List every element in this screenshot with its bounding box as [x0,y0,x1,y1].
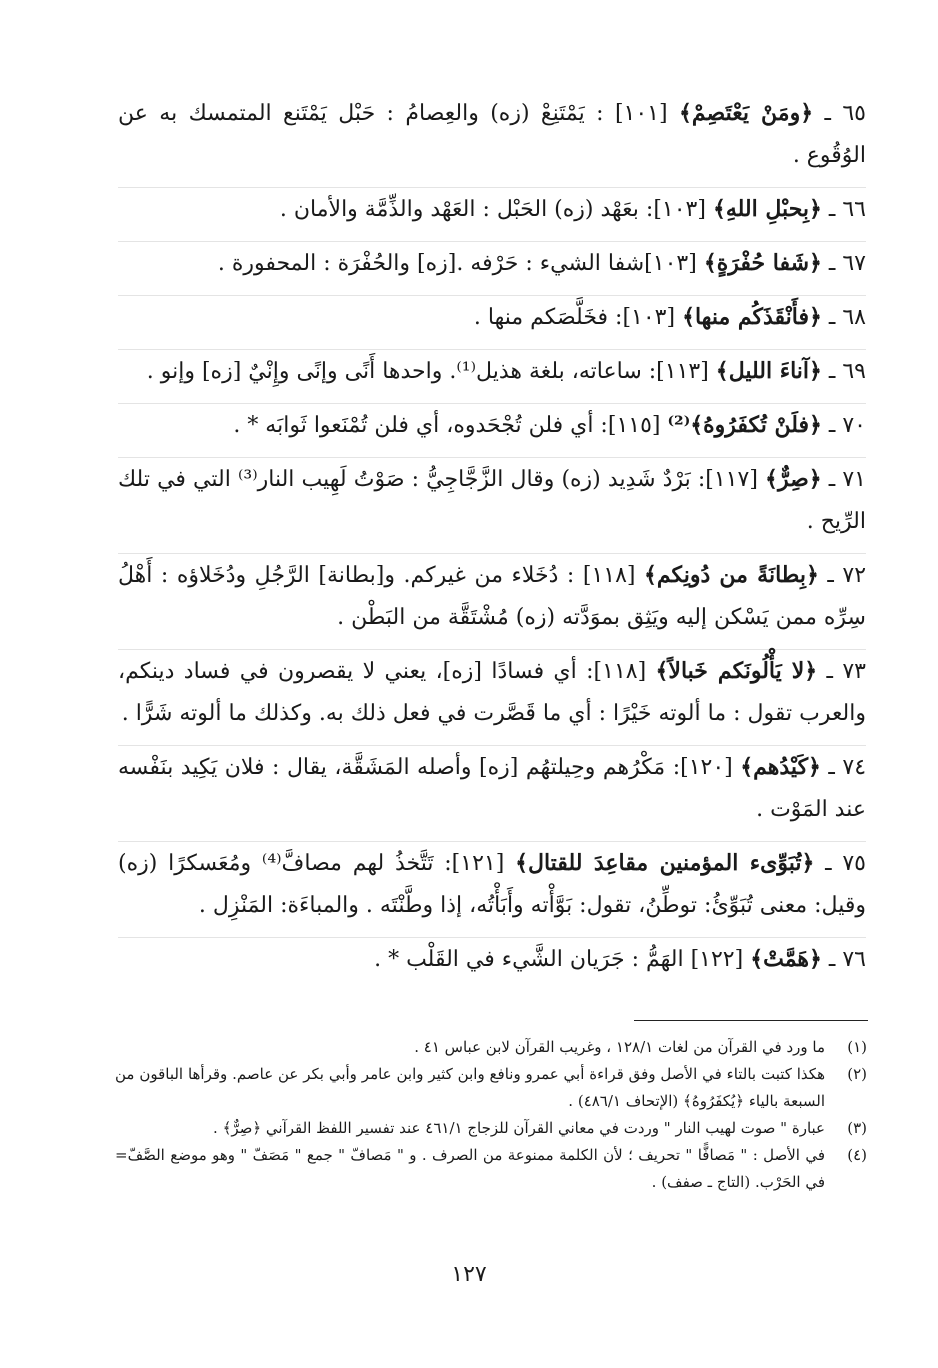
entry: ٦٦ ـ ﴿بِحبْلِ اللهِ﴾ [١٠٣]: بعَهْد (زه) الحَبْل : العَهْد والذِّمَّة والأمان . [118,187,866,231]
entry-number: ٧١ [842,467,866,492]
entry-text: [١٢١]: تَتَّخذُ لهم مصافَّ⁽⁴⁾ ومُعَسكرًا (زه) وقيل: معنى تُبَوِّئُ: توطِّنُ، تقول: بَوَّأْته وأَبَأْتُه، إذا وطَّنْتَه . والمباءَة: المَنْزِل . [118,851,866,918]
entry-text: [١١٨]: أي فسادًا [زه]، يعني لا يقصرون في فساد دينكم، والعرب تقول : ما ألوته خَيْرًا : أي ما قَصَّرت في فعل ذلك به. وكذلك ما ألوته شَرًّا . [118,659,866,726]
footnote-text: هكذا كتبت بالتاء في الأصل وفق قراءة أبي عمرو ونافع وابن كثير وابن عامر وأبي بكر عن عاصم. وقرأها الباقون من السبعة بالياء ﴿يُكفَرُوهُ﴾ (الإتحاف ٤٨٦/١) . [115,1065,825,1110]
entry-text: [١٠٣]: فخَلَّصَكم منها . [473,305,676,330]
entry: ٧٠ ـ ﴿فلَنْ تُكفَرُوهُ﴾⁽²⁾ [١١٥]: أي فلن تُجْحَدوه، أي فلن تُمْنَعوا ثَوابَه * . [118,403,866,447]
footnote-number: (٢) [847,1065,867,1083]
entry-number: ٧٣ [842,659,866,684]
entry-text: [١٠١] : يَمْتَنِعْ (زه) والعِصامُ : حَبْل يَمْتَنع المتمسك به عن الوُقُوع . [118,101,866,168]
entry: ٧٤ ـ ﴿كَيْدُهم﴾ [١٢٠]: مَكْرُهم وحِيلتهُم [زه] وأصله المَشَقَّة، يقال : فلان يَكِيد بنَفْسه عند المَوْت . [118,745,866,831]
entry-number: ٧٦ [842,947,866,972]
entry-term: ﴿شَفا حُفْرَةٍ﴾ [703,250,822,276]
entry: ٧٦ ـ ﴿هَمَّتْ﴾ [١٢٢] الهَمُّ : جَرَيان الشَّيء في القَلْب * . [118,937,866,981]
entry: ٧١ ـ ﴿صِرٌّ﴾ [١١٧]: بَرْدٌ شَدِيد (زه) وقال الزَّجَّاجِيُّ : صَوْتُ لَهِيب النار⁽³⁾ التي في تلك الرِّيح . [118,457,866,543]
entry-term: ﴿ومَنْ يَعْتَصِمْ﴾ [679,100,814,126]
footnote-separator [634,1020,868,1021]
entry-text: [١١٧]: بَرْدٌ شَدِيد (زه) وقال الزَّجَّاجِيُّ : صَوْتُ لَهِيب النار⁽³⁾ التي في تلك الرِّيح . [118,467,866,534]
entry: ٧٥ ـ ﴿تُبَوِّىء المؤمنين مقاعِدَ للقتال﴾ [١٢١]: تَتَّخذُ لهم مصافَّ⁽⁴⁾ ومُعَسكرًا (زه) وقيل: معنى تُبَوِّئُ: توطِّنُ، تقول: بَوَّأْته وأَبَأْتُه، إذا وطَّنْتَه . والمباءَة: المَنْزِل . [118,841,866,927]
entry-term: ﴿صِرٌّ﴾ [765,466,822,492]
footnote [115,1034,867,1061]
main-text [118,92,866,991]
entry: ٧٣ ـ ﴿لا يَأْلُونَكم خَبالاً﴾ [١١٨]: أي فسادًا [زه]، يعني لا يقصرون في فساد دينكم، والعرب تقول : ما ألوته خَيْرًا : أي ما قَصَّرت في فعل ذلك به. وكذلك ما ألوته شَرًّا . [118,649,866,735]
entry-term: ﴿تُبَوِّىء المؤمنين مقاعِدَ للقتال﴾ [515,850,815,876]
entry-text: [١٢٠]: مَكْرُهم وحِيلتهُم [زه] وأصله المَشَقَّة، يقال : فلان يَكِيد بنَفْسه عند المَوْت . [118,755,866,822]
entry-term: ﴿فلَنْ تُكفَرُوهُ﴾⁽²⁾ [667,412,822,438]
entry-text: [١٠٣]شفا الشيء : حَرْفه .[زه] والحُفْرَة : المحفورة . [217,251,697,276]
footnote-text: في الأصل : " مَصافًّا " تحريف ؛ لأن الكلمة ممنوعة من الصرف . و " مَصافّ " جمع " مَصَفّ " وهو موضع الصَّفّ في الحَرْب. (التاج ـ صفف) . [127,1146,825,1191]
entry-number: ٧٠ [842,413,866,438]
entry-number: ٦٨ [842,305,866,330]
footnote [115,1142,867,1196]
footnote-text: ما ورد في القرآن من لغات ١٢٨/١ ، وغريب القرآن لابن عباس ٤١ . [414,1038,825,1056]
entry: ٦٨ ـ ﴿فأَنْقَذَكُم منها﴾ [١٠٣]: فخَلَّصَكم منها . [118,295,866,339]
entry: ٦٩ ـ ﴿آناءَ الليل﴾ [١١٣]: ساعاته، بلغة هذيل⁽¹⁾. واحدها أَنًى وإنًى وإِنْيٌ [زه] وإنو . [118,349,866,393]
entry-number: ٧٥ [842,851,866,876]
entry-term: ﴿بِطانَةً من دُونِكم﴾ [644,562,819,588]
entry-text: [١٠٣]: بعَهْد (زه) الحَبْل : العَهْد والذِّمَّة والأمان . [279,197,706,222]
entry-number: ٦٦ [842,197,866,222]
entry-term: ﴿كَيْدُهم﴾ [740,754,821,780]
entry-term: ﴿هَمَّتْ﴾ [750,946,822,972]
continuation-mark: = [115,1146,128,1164]
entry-number: ٦٥ [842,101,866,126]
entry-text: [١١٨] : دُخَلاء من غيركم. و[بطانة] الرَّجُلِ ودُخَلاؤه : أَهْلُ سِرِّه ممن يَسْكن إليه ويَثِق بموَدَّته (زه) مُشْتَقَّة من البَطْن . [118,563,866,630]
footnote-number: (١) [847,1038,867,1056]
entry: ٦٧ ـ ﴿شَفا حُفْرَةٍ﴾ [١٠٣]شفا الشيء : حَرْفه .[زه] والحُفْرَة : المحفورة . [118,241,866,285]
entry-number: ٦٧ [842,251,866,276]
entry-term: ﴿آناءَ الليل﴾ [715,358,822,384]
footnote [115,1115,867,1142]
entry-text: [١١٣]: ساعاته، بلغة هذيل⁽¹⁾. واحدها أَنًى وإنًى وإِنْيٌ [زه] وإنو . [146,359,709,384]
footnote-text: عبارة " صوت لهيب النار " وردت في معاني القرآن للزجاج ٤٦١/١ عند تفسير اللفظ القرآني ﴿صِرٌّ﴾ . [213,1119,825,1137]
entry-term: ﴿بِحبْلِ اللهِ﴾ [712,196,822,222]
entry-text: [١١٥]: أي فلن تُجْحَدوه، أي فلن تُمْنَعوا ثَوابَه * . [233,413,661,438]
entry-term: ﴿لا يَأْلُونَكم خَبالاً﴾ [655,658,818,684]
entry-number: ٧٢ [842,563,867,588]
entry: ٧٢ ـ ﴿بِطانَةً من دُونِكم﴾ [١١٨] : دُخَلاء من غيركم. و[بطانة] الرَّجُلِ ودُخَلاؤه : أَهْلُ سِرِّه ممن يَسْكن إليه ويَثِق بموَدَّته (زه) مُشْتَقَّة من البَطْن . [118,553,866,639]
footnote-number: (٤) [847,1146,867,1164]
footnote-number: (٣) [847,1119,867,1137]
footnote [115,1061,867,1115]
entry-term: ﴿فأَنْقَذَكُم منها﴾ [682,304,822,330]
page-number: ١٢٧ [451,1262,487,1287]
entry: ٦٥ ـ ﴿ومَنْ يَعْتَصِمْ﴾ [١٠١] : يَمْتَنِعْ (زه) والعِصامُ : حَبْل يَمْتَنع المتمسك به عن الوُقُوع . [118,100,866,168]
entry-number: ٧٤ [842,755,867,780]
footnotes [115,1034,867,1196]
entry-text: [١٢٢] الهَمُّ : جَرَيان الشَّيء في القَلْب * . [374,947,744,972]
entry-number: ٦٩ [842,359,866,384]
